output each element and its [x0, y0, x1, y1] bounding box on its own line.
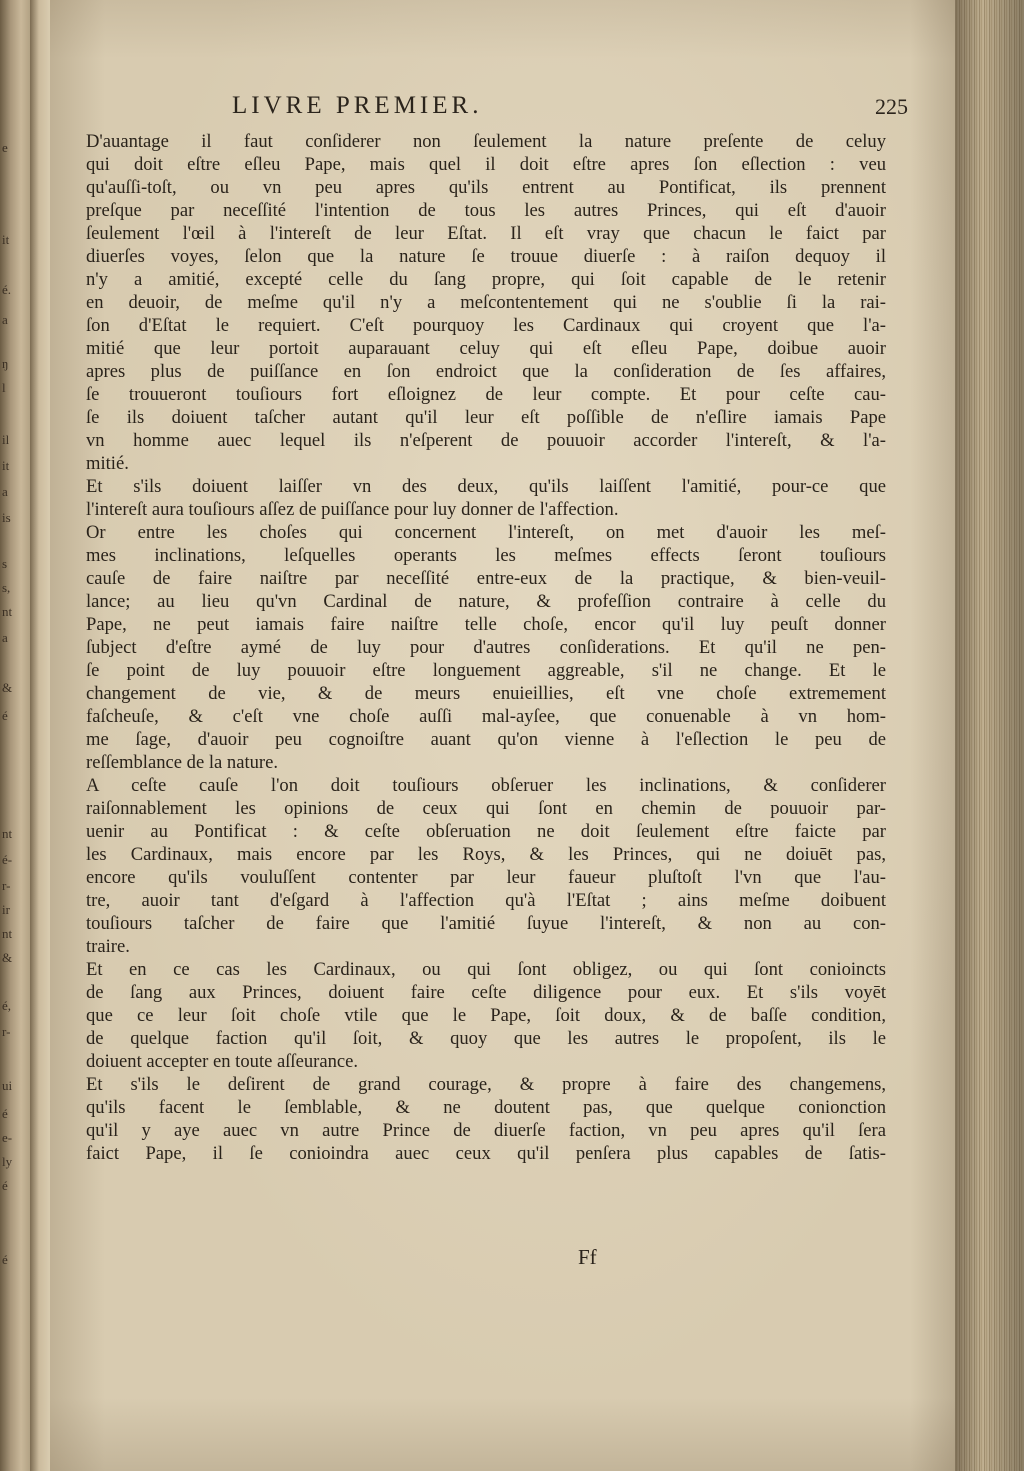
text-line: l'intereſt aura touſiours aſſez de puiſſance pour luy donner de l'affection.	[86, 499, 619, 520]
text-line: mitié que leur portoit auparauant celuy qui eſt eſleu Pape, doibue auoir	[86, 338, 886, 359]
margin-fragment: l	[2, 380, 6, 395]
signature-mark: Ff	[578, 1245, 597, 1269]
margin-fragment: é	[2, 1252, 8, 1267]
text-line: de quelque faction qu'il ſoit, & quoy que les autres le propoſent, ils le	[86, 1028, 886, 1049]
text-line: Et s'ils doiuent laiſſer vn des deux, qu'ils laiſſent l'amitié, pour-ce que	[86, 476, 886, 497]
margin-fragment: ŋ	[2, 356, 9, 371]
margin-fragment: r-	[2, 1024, 11, 1039]
text-line: traire.	[86, 936, 130, 957]
margin-fragment: is	[2, 510, 11, 525]
text-line: encore qu'ils vouluſſent contenter par leur faueur pluſtoſt l'vn que l'au-	[86, 867, 886, 888]
margin-fragment: a	[2, 630, 8, 645]
book-gutter	[30, 0, 50, 1471]
text-line: apres plus de puiſſance en ſon endroict que la conſideration de ſes affaires,	[86, 361, 886, 382]
margin-fragment: ly	[2, 1154, 13, 1169]
page-fore-edge-shadow	[955, 0, 1024, 1471]
text-line: n'y a amitié, excepté celle du ſang propre, qui ſoit capable de le retenir	[86, 269, 886, 290]
text-line: Et s'ils le deſirent de grand courage, & propre à faire des changemens,	[86, 1074, 886, 1095]
text-line: raiſonnablement les opinions de ceux qui ſont en chemin de pouuoir par-	[86, 798, 886, 819]
text-line: ſeulement l'œil à l'intereſt de leur Eſtat. Il eſt vray que chacun le faict par	[86, 223, 886, 244]
text-line: ſe trouueront touſiours fort eſloignez de leur compte. Et pour ceſte cau-	[86, 384, 886, 405]
margin-fragment: e	[2, 140, 8, 155]
text-line: D'auantage il faut conſiderer non ſeulement la nature preſente de celuy	[86, 131, 886, 152]
margin-fragment: e-	[2, 1130, 13, 1145]
previous-page-margin-fragments	[0, 0, 30, 1471]
text-line: Or entre les choſes qui concernent l'intereſt, on met d'auoir les meſ-	[86, 522, 886, 543]
margin-fragment: it	[2, 458, 10, 473]
text-line: Et en ce cas les Cardinaux, ou qui ſont obligez, ou qui ſont conioincts	[86, 959, 886, 980]
text-line: les Cardinaux, mais encore par les Roys, & les Princes, qui ne doiuēt pas,	[86, 844, 886, 865]
margin-fragment: nt	[2, 826, 13, 841]
text-line: mes inclinations, leſquelles operants les meſmes effects ſeront touſiours	[86, 545, 886, 566]
text-line: changement de vie, & de meurs enuieillies, eſt vne choſe extremement	[86, 683, 886, 704]
text-line: reſſemblance de la nature.	[86, 752, 279, 773]
margin-fragment: s,	[2, 580, 11, 595]
margin-fragment: nt	[2, 604, 13, 619]
text-line: diuerſes voyes, ſelon que la nature ſe trouue diuerſe : à raiſon dequoy il	[86, 246, 886, 267]
text-line: qu'auſſi-toſt, ou vn peu apres qu'ils entrent au Pontificat, ils prennent	[86, 177, 886, 198]
text-line: touſiours taſcher de faire que l'amitié ſuyue l'intereſt, & non au con-	[86, 913, 886, 934]
margin-fragment: &	[2, 680, 13, 695]
page-body-text	[86, 130, 886, 1165]
text-line: faſcheuſe, & c'eſt vne choſe auſſi mal-ayſee, que conuenable à vn hom-	[86, 706, 886, 727]
text-line: ſubject d'eſtre aymé de luy pour d'autres conſiderations. Et qu'il ne pen-	[86, 637, 886, 658]
text-line: Pape, ne peut iamais faire naiſtre telle choſe, encor qu'il luy peuſt donner	[86, 614, 886, 635]
text-line: en deuoir, de meſme qu'il n'y a meſcontentement qui ne s'oublie ſi la rai-	[86, 292, 886, 313]
text-line: de ſang aux Princes, doiuent faire ceſte diligence pour eux. Et s'ils voyēt	[86, 982, 886, 1003]
text-line: lance; au lieu qu'vn Cardinal de nature, & profeſſion contraire à celle du	[86, 591, 886, 612]
margin-fragment: it	[2, 232, 10, 247]
text-line: faict Pape, il ſe conioindra auec ceux qu'il penſera plus capables de ſatis-	[86, 1143, 886, 1164]
margin-fragment: é	[2, 708, 8, 723]
margin-fragment: ui	[2, 1078, 13, 1093]
text-line: qui doit eſtre eſleu Pape, mais quel il doit eſtre apres ſon eſlection : veu	[86, 154, 886, 175]
text-line: ſe point de luy pouuoir eſtre longuement aggreable, s'il ne change. Et le	[86, 660, 886, 681]
text-line: qu'ils facent le ſemblable, & ne doutent pas, que quelque conionction	[86, 1097, 886, 1118]
text-line: me ſage, d'auoir peu cognoiſtre auant qu'on vienne à l'eſlection le peu de	[86, 729, 886, 750]
text-line: ſe ils doiuent taſcher autant qu'il leur eſt poſſible de n'eſlire iamais Pape	[86, 407, 886, 428]
text-line: vn homme auec lequel ils n'eſperent de pouuoir accorder l'intereſt, & l'a-	[86, 430, 886, 451]
margin-fragment: é-	[2, 852, 13, 867]
page-number: 225	[875, 94, 908, 119]
text-line: tre, auoir tant d'eſgard à l'affection qu'à l'Eſtat ; ains meſme doibuent	[86, 890, 886, 911]
margin-fragment: é,	[2, 998, 12, 1013]
margin-fragment: nt	[2, 926, 13, 941]
text-line: cauſe de faire naiſtre par neceſſité entre-eux de la practique, & bien-veuil-	[86, 568, 886, 589]
text-line: A ceſte cauſe l'on doit touſiours obſeruer les inclinations, & conſiderer	[86, 775, 886, 796]
text-line: doiuent accepter en toute aſſeurance.	[86, 1051, 359, 1072]
text-line: uenir au Pontificat : & ceſte obſeruation ne doit ſeulement eſtre faicte par	[86, 821, 886, 842]
margin-fragment: r-	[2, 878, 11, 893]
text-line: mitié.	[86, 453, 129, 474]
running-head: LIVRE PREMIER.	[232, 92, 483, 119]
text-line: preſque par neceſſité l'intention de tous les autres Princes, qui eſt d'auoir	[86, 200, 886, 221]
margin-fragment: é	[2, 1106, 8, 1121]
margin-fragment: é	[2, 1178, 8, 1193]
margin-fragment: a	[2, 484, 8, 499]
margin-fragment: il	[2, 432, 10, 447]
margin-fragment: é.	[2, 282, 12, 297]
text-line: que ce leur ſoit choſe vtile que le Pape, ſoit doux, & de baſſe condition,	[86, 1005, 886, 1026]
margin-fragment: a	[2, 312, 8, 327]
margin-fragment: &	[2, 950, 13, 965]
text-line: ſon d'Eſtat le requiert. C'eſt pourquoy les Cardinaux qui croyent que l'a-	[86, 315, 886, 336]
margin-fragment: s	[2, 556, 8, 571]
text-line: qu'il y aye auec vn autre Prince de diuerſe faction, vn peu apres qu'il ſera	[86, 1120, 886, 1141]
margin-fragment: ir	[2, 902, 10, 917]
